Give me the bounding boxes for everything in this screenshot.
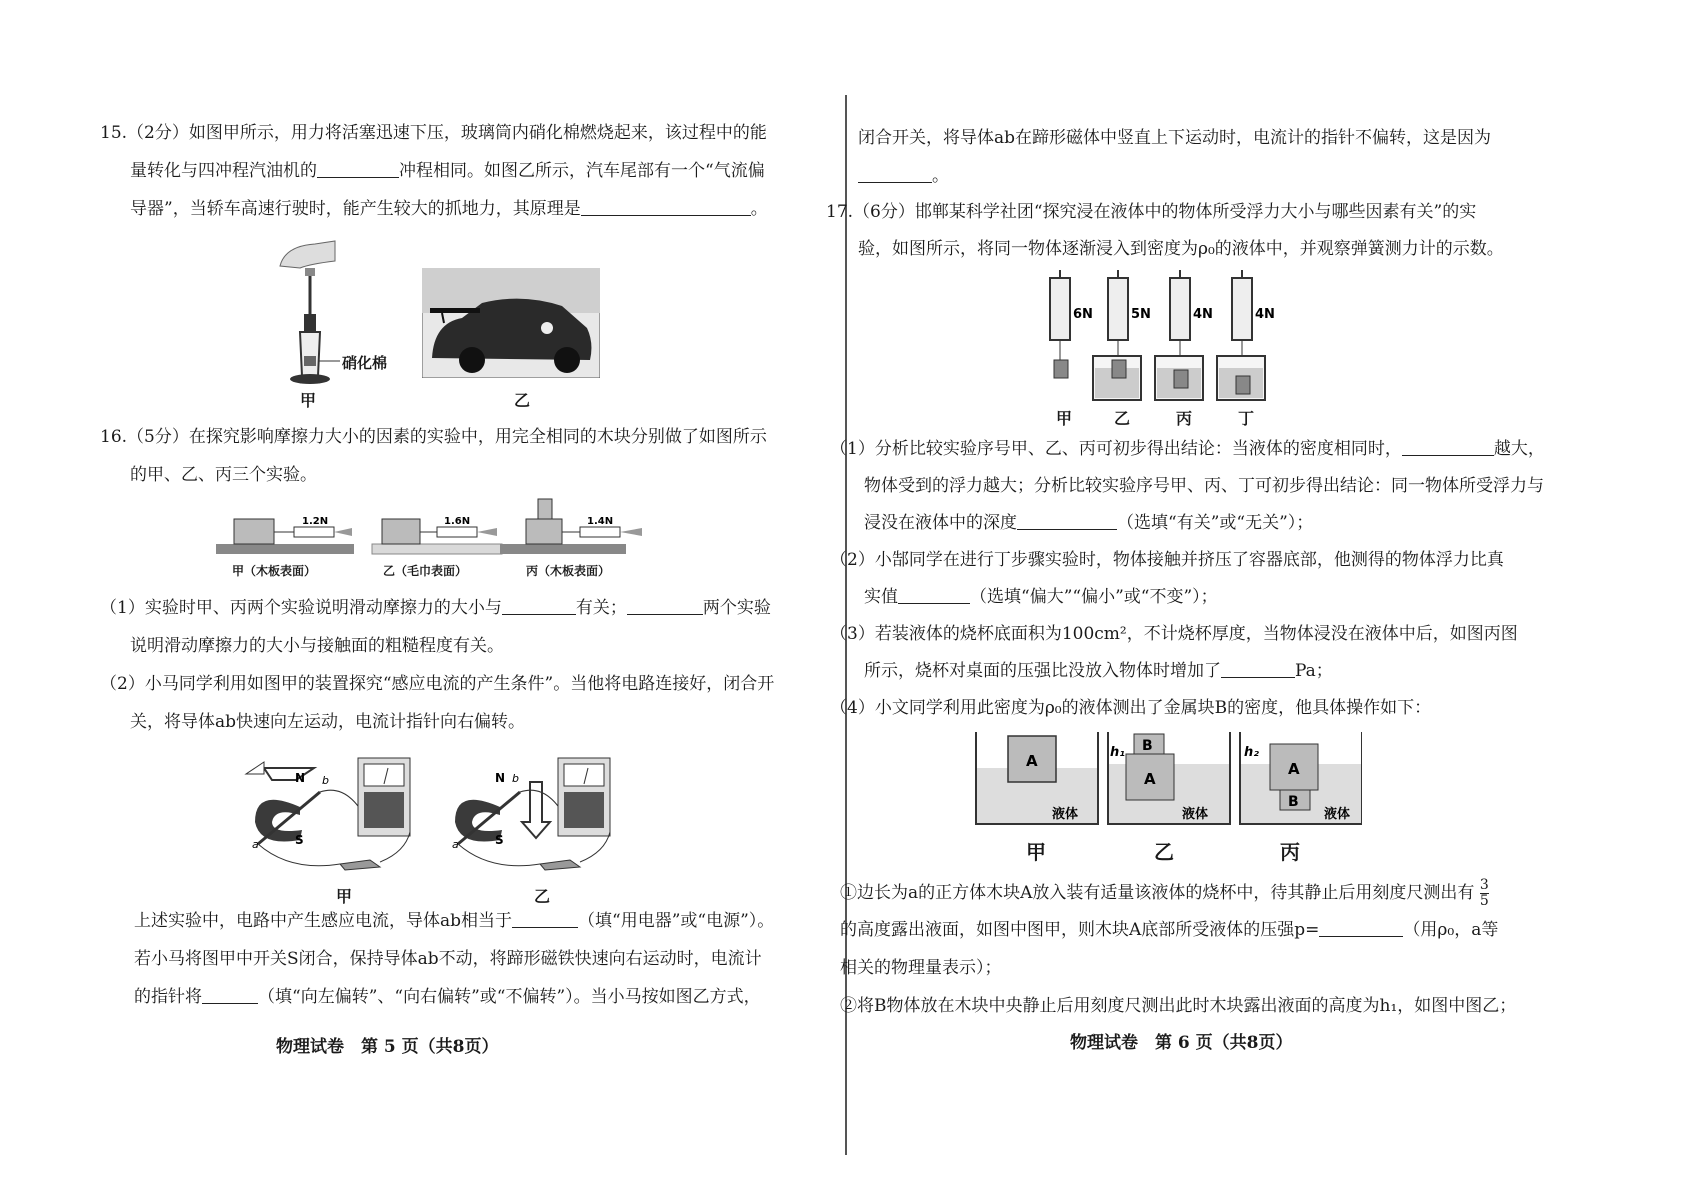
q17-p1-line2: 物体受到的浮力越大；分析比较实验序号甲、丙、丁可初步得出结论：同一物体所受浮力与 — [864, 476, 1544, 496]
q15-line2b: 冲程相同。如图乙所示，汽车尾部有一个“气流偏 — [399, 161, 765, 181]
surface-label-1: 甲（木板表面） — [232, 564, 317, 578]
q15-line2a: 量转化与四冲程汽油机的 — [130, 161, 317, 181]
q17-p1b: 越大， — [1493, 439, 1545, 459]
q17-line2: 验，如图所示，将同一物体逐渐浸入到密度为ρ₀的液体中，并观察弹簧测力计的示数。 — [858, 239, 1504, 259]
syringe-figure — [260, 236, 410, 386]
q16-blank3[interactable] — [512, 911, 578, 928]
surface-label-2: 乙（毛巾表面） — [383, 564, 468, 578]
friction-figures — [212, 494, 662, 560]
q16-p5 — [134, 986, 761, 1008]
magnet-N-label: N — [295, 771, 306, 785]
q17-p1a: （1）分析比较实验序号甲、乙、丙可初步得出结论：当液体的密度相同时， — [830, 439, 1402, 459]
surface-label-3: 丙（木板表面） — [526, 564, 611, 578]
q15-blank2[interactable] — [581, 199, 751, 216]
force-label-3: 1.4N — [587, 516, 614, 527]
q17-blank2[interactable] — [1017, 513, 1117, 530]
q16-blank4[interactable] — [202, 987, 258, 1004]
beakers-figure — [972, 732, 1362, 828]
beaker-bing — [1240, 732, 1362, 824]
q17-beaker-cap-yi: 乙 — [1154, 840, 1174, 864]
fraction-den: 5 — [1479, 893, 1489, 909]
q16-line1: 16.（5分）在探究影响摩擦力大小的因素的实验中，用完全相同的木块分别做了如图所示 — [100, 427, 767, 447]
q17-p1 — [830, 438, 1545, 460]
q17-p3-line1: （3）若装液体的烧杯底面积为100cm²，不计烧杯厚度，当物体浸没在液体中后，如图丙图 — [830, 624, 1518, 644]
scale-ding — [1217, 270, 1275, 400]
force-label-2: 1.6N — [444, 516, 471, 527]
q17-p1-line3 — [864, 512, 1313, 534]
reading-yi: 5N — [1131, 307, 1151, 322]
fraction-num: 3 — [1479, 877, 1489, 893]
reading-ding: 4N — [1255, 307, 1275, 322]
q16-p1-line2: 说明滑动摩擦力的大小与接触面的粗糙程度有关。 — [130, 636, 504, 656]
q16-blank1[interactable] — [502, 598, 576, 615]
q17-blank3[interactable] — [898, 587, 970, 604]
q16-p1 — [100, 597, 771, 619]
q16-fig-jia-caption: 甲 — [336, 887, 353, 906]
q16-line2: 的甲、乙、丙三个实验。 — [130, 465, 317, 485]
q17-blank5[interactable] — [1319, 920, 1403, 937]
reading-bing: 4N — [1193, 307, 1213, 322]
beaker-jia — [976, 732, 1098, 824]
footer-page5: 物理试卷 第 5 页（共8页） — [276, 1037, 499, 1057]
right-page — [826, 0, 1684, 1190]
q17-s3: 相关的物理量表示）； — [840, 958, 1002, 978]
q17-blank1[interactable] — [1402, 439, 1494, 456]
q15-fig-jia-caption: 甲 — [300, 391, 317, 410]
q17-s4: ②将B物体放在木块中央静止后用刻度尺测出此时木块露出液面的高度为h₁，如图中图乙； — [840, 996, 1517, 1016]
reading-jia: 6N — [1073, 307, 1093, 322]
beaker-yi — [1108, 732, 1230, 824]
h2-label: h₂ — [1244, 745, 1259, 760]
q17-p1-line3a: 浸没在液体中的深度 — [864, 513, 1017, 533]
q16-p5b: （填“向左偏转”、“向右偏转”或“不偏转”）。当小马按如图乙方式， — [258, 987, 761, 1007]
cont-line1: 闭合开关，将导体ab在蹄形磁体中竖直上下运动时，电流计的指针不偏转，这是因为 — [858, 128, 1492, 148]
car-photo — [422, 268, 600, 378]
q15-line3 — [130, 198, 768, 220]
q16-p1a: （1）实验时甲、丙两个实验说明滑动摩擦力的大小与 — [100, 598, 502, 618]
q15-line3a: 导器”，当轿车高速行驶时，能产生较大的抓地力，其原理是 — [130, 199, 581, 219]
q15-blank1[interactable] — [317, 161, 399, 178]
liquid-label-bing: 液体 — [1324, 807, 1351, 822]
spring-scale-figure — [1040, 268, 1290, 403]
q16-p2-line2: 关，将导体ab快速向左运动，电流计指针向右偏转。 — [130, 712, 526, 732]
cotton-label: 硝化棉 — [342, 354, 388, 372]
force-label-1: 1.2N — [302, 516, 329, 527]
q17-cap-ding: 丁 — [1238, 409, 1255, 428]
fig-induction-jia — [246, 758, 410, 870]
q17-s1 — [840, 878, 1489, 909]
conductor-b-label-2: b — [512, 772, 519, 785]
q16-blank2[interactable] — [627, 598, 703, 615]
conductor-a-label-2: a — [452, 838, 459, 851]
conductor-b-label: b — [322, 774, 329, 787]
q17-blank4[interactable] — [1221, 661, 1295, 678]
q15-line1: 15.（2分）如图甲所示，用力将活塞迅速下压，玻璃筒内硝化棉燃烧起来，该过程中的能 — [100, 123, 767, 143]
magnet-N-label-2: N — [495, 771, 506, 785]
q15-line2 — [130, 160, 765, 182]
q17-p2-line2 — [864, 586, 1218, 608]
cont-line2-end: 。 — [932, 166, 949, 186]
block-A-jia: A — [1026, 752, 1038, 770]
q17-p3-line2b: Pa； — [1295, 661, 1333, 681]
liquid-label-yi: 液体 — [1182, 807, 1209, 822]
fraction-three-fifths — [1480, 878, 1489, 909]
q17-cap-bing: 丙 — [1176, 409, 1193, 428]
q15-fig-yi-caption: 乙 — [514, 391, 531, 410]
conductor-a-label: a — [252, 838, 259, 851]
q17-p2-line2b: （选填“偏大”“偏小”或“不变”）； — [970, 587, 1218, 607]
h1-label: h₁ — [1110, 745, 1125, 760]
q17-s2 — [840, 919, 1498, 941]
q17-p4: （4）小文同学利用此密度为ρ₀的液体测出了金属块B的密度，他具体操作如下： — [830, 698, 1432, 718]
fig-induction-yi — [452, 758, 610, 870]
q17-beaker-cap-jia: 甲 — [1026, 840, 1046, 864]
block-A-bing: A — [1288, 760, 1300, 778]
magnet-S-label: S — [295, 833, 304, 847]
scale-yi — [1093, 270, 1151, 400]
cont-blank[interactable] — [858, 166, 932, 183]
q17-line1: 17.（6分）邯郸某科学社团“探究浸在液体中的物体所受浮力大小与哪些因素有关”的实 — [826, 202, 1477, 222]
q16-p3 — [134, 910, 774, 932]
induction-figures — [240, 752, 630, 882]
q17-p3-line2a: 所示，烧杯对桌面的压强比没放入物体时增加了 — [864, 661, 1221, 681]
q17-cap-jia: 甲 — [1056, 409, 1073, 428]
block-A-yi: A — [1144, 770, 1156, 788]
q17-s2b: （用ρ₀，a等 — [1403, 920, 1499, 940]
scale-bing — [1155, 270, 1213, 400]
q17-cap-yi: 乙 — [1114, 409, 1131, 428]
q17-p2-line1: （2）小郜同学在进行丁步骤实验时，物体接触并挤压了容器底部，他测得的物体浮力比真 — [830, 550, 1504, 570]
q16-p1c: 两个实验 — [702, 598, 771, 618]
q16-p4: 若小马将图甲中开关S闭合，保持导体ab不动，将蹄形磁铁快速向右运动时，电流计 — [134, 949, 762, 969]
magnet-S-label-2: S — [495, 833, 504, 847]
q17-p2-line2a: 实值 — [864, 587, 898, 607]
block-B-yi: B — [1142, 738, 1153, 754]
q17-s2a: 的高度露出液面，如图中图甲，则木块A底部所受液体的压强p= — [840, 920, 1320, 940]
q17-p3-line2 — [864, 660, 1333, 682]
q17-beaker-cap-bing: 丙 — [1280, 840, 1300, 864]
q15-line3b: 。 — [750, 199, 768, 219]
block-B-bing: B — [1288, 794, 1299, 810]
liquid-label-jia: 液体 — [1052, 807, 1079, 822]
q16-fig-yi-caption: 乙 — [534, 887, 551, 906]
q16-p3b: （填“用电器”或“电源”）。 — [578, 911, 775, 931]
q16-p1b: 有关； — [575, 598, 627, 618]
q17-s1a: ①边长为a的正方体木块A放入装有适量该液体的烧杯中，待其静止后用刻度尺测出有 — [840, 883, 1475, 903]
q16-p3a: 上述实验中，电路中产生感应电流，导体ab相当于 — [134, 911, 513, 931]
scale-jia — [1050, 270, 1093, 378]
footer-page6: 物理试卷 第 6 页（共8页） — [1070, 1033, 1293, 1053]
q16-p2-line1: （2）小马同学利用如图甲的装置探究“感应电流的产生条件”。当他将电路连接好，闭合开 — [100, 674, 775, 694]
q17-p1-line3b: （选填“有关”或“无关”）； — [1117, 513, 1314, 533]
cont-line2 — [858, 165, 949, 187]
q16-p5a: 的指针将 — [134, 987, 202, 1007]
